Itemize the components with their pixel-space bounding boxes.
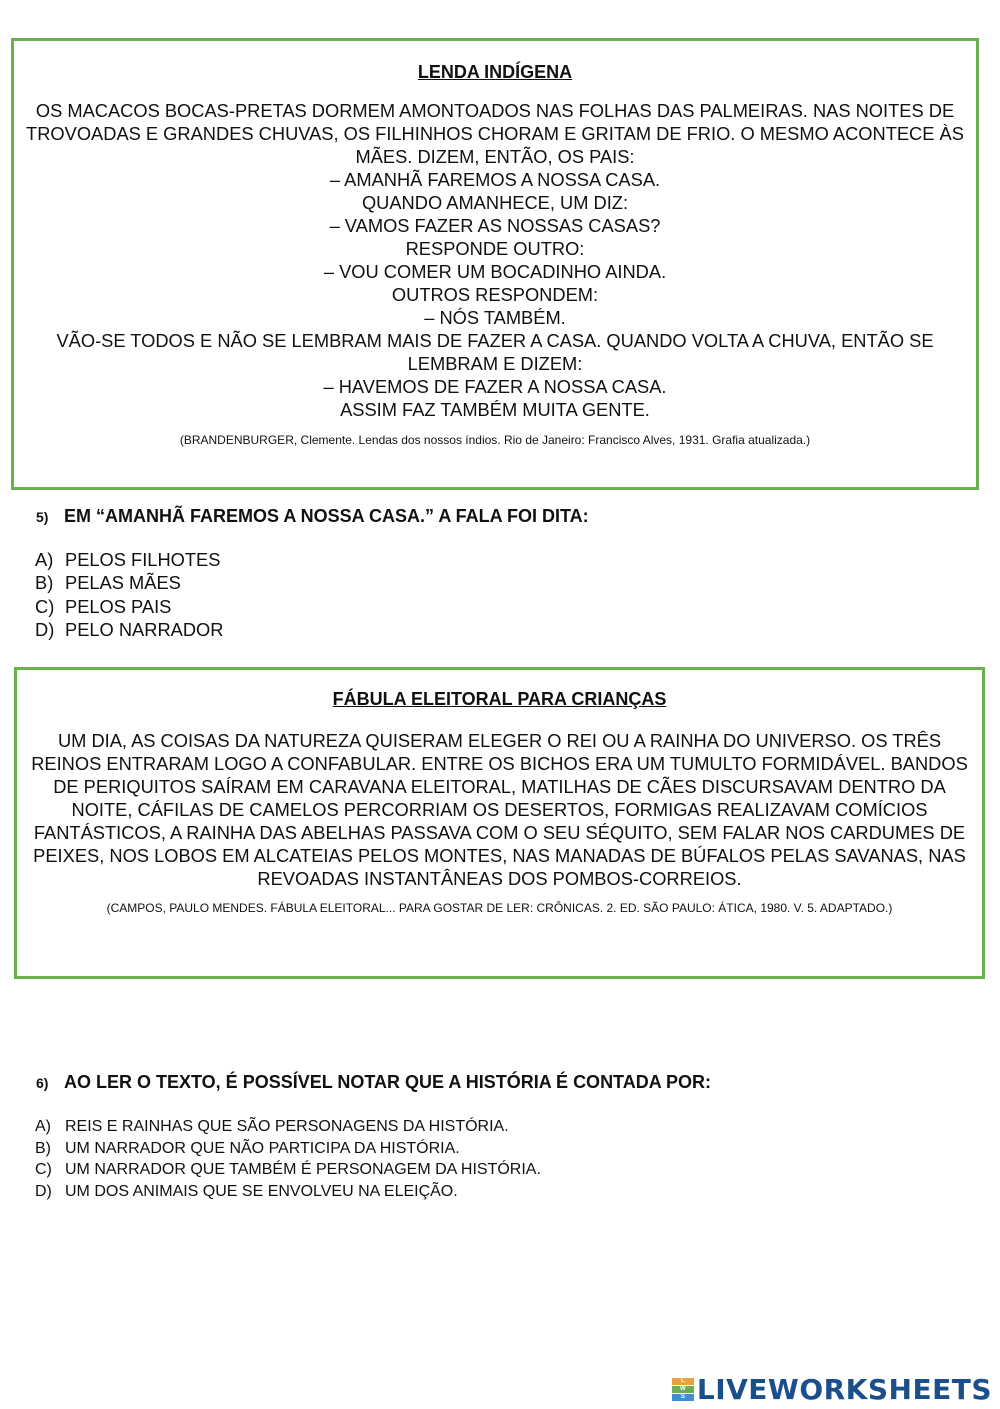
option-letter: A) (35, 549, 54, 570)
liveworksheets-logo[interactable] (672, 1372, 992, 1406)
question-6 (36, 1072, 711, 1093)
option-text: UM NARRADOR QUE TAMBÉM É PERSONAGEM DA HISTÓRIA. (65, 1161, 541, 1178)
answer-option[interactable] (35, 618, 223, 641)
answer-option[interactable] (35, 595, 223, 618)
question-6-number: 6) (36, 1075, 49, 1091)
question-5-options (35, 548, 223, 641)
text1-line: VÃO-SE TODOS E NÃO SE LEMBRAM MAIS DE FAZER A CASA. QUANDO VOLTA A CHUVA, ENTÃO SE LEMBRAM E DIZEM: (56, 330, 934, 374)
text1-line: ASSIM FAZ TAMBÉM MUITA GENTE. (340, 399, 650, 420)
text1-line: – VOU COMER UM BOCADINHO AINDA. (323, 261, 667, 282)
text-box-lenda-indigena (11, 38, 979, 490)
question-5-number: 5) (36, 509, 49, 525)
text2-source: (CAMPOS, PAULO MENDES. FÁBULA ELEITORAL... PARA GOSTAR DE LER: CRÔNICAS. 2. ED. SÃO PAULO: ÁTICA, 1980. V. 5. ADAPTADO.) (106, 901, 893, 915)
text1-line: – AMANHÃ FAREMOS A NOSSA CASA. (329, 169, 661, 190)
question-5 (36, 506, 589, 527)
option-letter: B) (35, 572, 54, 594)
text1-line: RESPONDE OUTRO: (405, 238, 585, 259)
text1-line: QUANDO AMANHECE, UM DIZ: (361, 192, 629, 213)
logo-text: LIVEWORKSHEETS (696, 1372, 992, 1406)
option-text: UM DOS ANIMAIS QUE SE ENVOLVEU NA ELEIÇÃO. (65, 1182, 458, 1200)
option-text: REIS E RAINHAS QUE SÃO PERSONAGENS DA HISTÓRIA. (65, 1118, 509, 1135)
logo-block: L (672, 1378, 694, 1385)
answer-option[interactable] (35, 1181, 541, 1203)
text1-title: LENDA INDÍGENA (417, 62, 573, 82)
text1-line: OS MACACOS BOCAS-PRETAS DORMEM AMONTOADOS NAS FOLHAS DAS PALMEIRAS. NAS NOITES DE TROVOADAS E GRANDES CHUVAS, OS FILHINHOS CHORAM E GRITAM DE FRIO. O MESMO ACONTECE ÀS MÃES. DIZEM, ENTÃO, OS PAIS: (26, 100, 964, 167)
logo-block: W (672, 1386, 694, 1393)
question-6-options (35, 1116, 541, 1202)
question-5-text: EM “AMANHÃ FAREMOS A NOSSA CASA.” A FALA FOI DITA: (64, 506, 589, 526)
text2-body: UM DIA, AS COISAS DA NATUREZA QUISERAM ELEGER O REI OU A RAINHA DO UNIVERSO. OS TRÊS REINOS ENTRARAM LOGO A CONFABULAR. ENTRE OS BICHOS ERA UM TUMULTO FORMIDÁVEL. BANDOS DE PERIQUITOS SAÍRAM EM CARAVANA ELEITORAL, MATILHAS DE CÃES DISCURSAVAM DENTRO DA NOITE, CÁFILAS DE CAMELOS PERCORRIAM OS DESERTOS, FORMIGAS REALIZAVAM COMÍCIOS FANTÁSTICOS, A RAINHA DAS ABELHAS PASSAVA COM O SEU SÉQUITO, SEM FALAR NOS CARDUMES DE PEIXES, NOS LOBOS EM ALCATEIAS PELOS MONTES, NAS MANADAS DE BÚFALOS PELAS SAVANAS, NAS REVOADAS INSTANTÂNEAS DOS POMBOS-CORREIOS. (31, 730, 968, 889)
option-letter: D) (35, 618, 55, 640)
answer-option[interactable] (35, 1138, 541, 1160)
answer-option[interactable] (35, 548, 223, 571)
question-6-text: AO LER O TEXTO, É POSSÍVEL NOTAR QUE A HISTÓRIA É CONTADA POR: (64, 1072, 712, 1092)
logo-block: S (672, 1394, 694, 1401)
text1-line: – NÓS TAMBÉM. (424, 307, 566, 328)
option-text: PELAS MÃES (65, 572, 181, 594)
option-letter: D) (35, 1182, 52, 1200)
text-box-fabula-eleitoral (14, 667, 985, 979)
option-letter: A) (35, 1118, 51, 1135)
text1-line: – HAVEMOS DE FAZER A NOSSA CASA. (323, 376, 667, 397)
option-letter: C) (35, 1161, 52, 1178)
option-letter: B) (35, 1139, 51, 1157)
text2-title: FÁBULA ELEITORAL PARA CRIANÇAS (332, 689, 667, 709)
answer-option[interactable] (35, 1159, 541, 1181)
text1-line: – VAMOS FAZER AS NOSSAS CASAS? (329, 215, 661, 236)
answer-option[interactable] (35, 1116, 541, 1138)
option-text: PELOS PAIS (65, 595, 172, 617)
option-text: PELOS FILHOTES (65, 549, 221, 570)
answer-option[interactable] (35, 571, 223, 594)
text1-line: OUTROS RESPONDEM: (391, 284, 599, 305)
logo-icon (672, 1378, 694, 1401)
option-text: UM NARRADOR QUE NÃO PARTICIPA DA HISTÓRIA. (65, 1139, 460, 1157)
text1-source: (BRANDENBURGER, Clemente. Lendas dos nossos índios. Rio de Janeiro: Francisco Alves, 1931. Grafia atualizada.) (179, 433, 811, 447)
option-letter: C) (35, 595, 55, 617)
text1-story (22, 99, 968, 421)
option-text: PELO NARRADOR (65, 618, 224, 640)
